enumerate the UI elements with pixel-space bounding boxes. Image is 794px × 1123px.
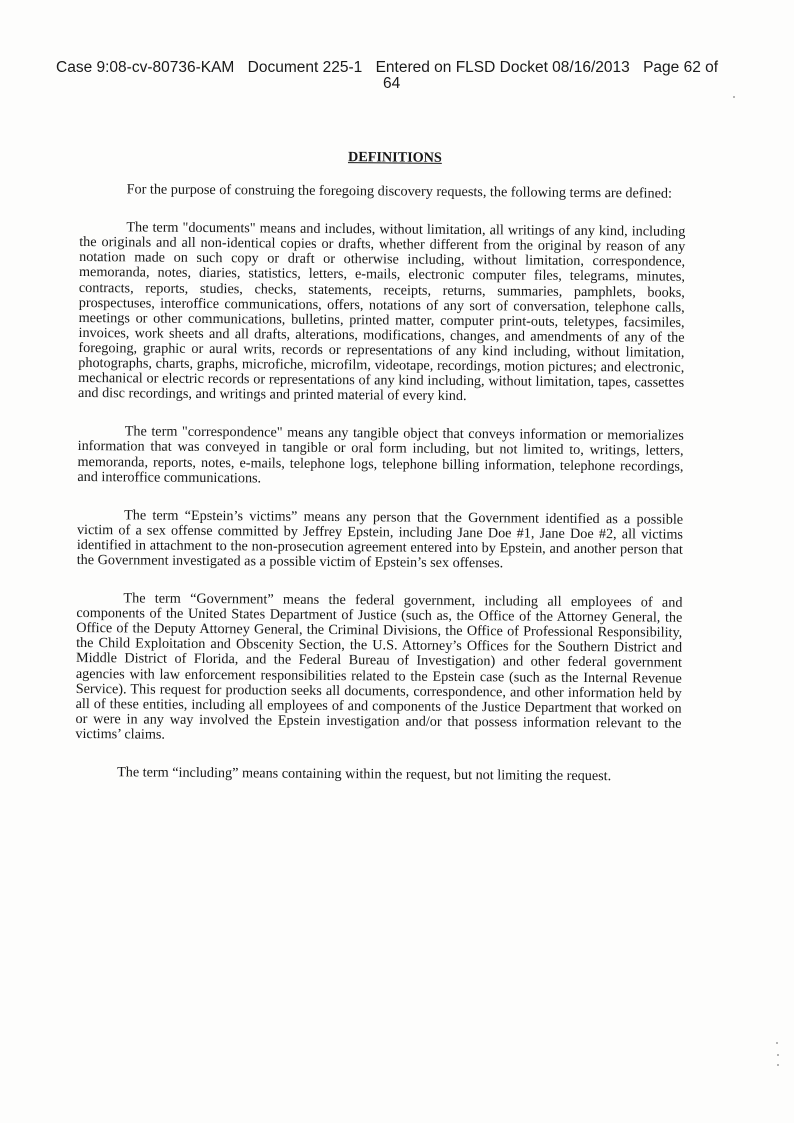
page-number: Page 62 of <box>643 59 719 76</box>
scan-speck <box>776 1042 778 1044</box>
document-number: Document 225-1 <box>247 59 363 76</box>
paragraph-victims-definition: The term “Epstein’s victims” means any person that the Government identified as a possible victim of a sex offense committed by Jeffrey Epstein, including Jane Doe #1, Jane Doe #2, all victims identified in attachment to the non-prosecution agreement entered into by Epstein, and another person that the Government investigated as a possible victim of Epstein’s sex offenses. <box>76 507 684 572</box>
page-title: DEFINITIONS <box>347 149 442 166</box>
scan-speck <box>733 96 735 98</box>
paragraph-including-definition: The term “including” means containing within the request, but not limiting the request. <box>117 764 612 785</box>
paragraph-government-definition: The term “Government” means the federal government, including all employees of and components of the United States Department of Justice (such as, the Office of the Attorney General, the Office of the Deputy Attorney General, the Criminal Divisions, the Office of Professional Responsibility, the Child Exploitation and Obscenity Section, the U.S. Attorney’s Offices for the Southern District and Middle District of Florida, and the Federal Bureau of Investigation) and other federal government agencies with law enforcement responsibilities related to the Epstein case (such as the Internal Revenue Service). This request for production seeks all documents, correspondence, and other information held by all of these entities, including all employees of and components of the Justice Department that worked on or were in any way involved the Epstein investigation and/or that possess information relevant to the victims’ claims. <box>75 590 683 743</box>
scan-speck <box>777 1054 779 1056</box>
paragraph-correspondence-definition: The term "correspondence" means any tangible object that conveys information or memorializes information that was conveyed in tangible or oral form including, but not limited to, writings, letters, memoranda, reports, notes, e-mails, telephone logs, telephone billing information, telephone recordings, and interoffice communications. <box>77 423 684 487</box>
case-number: Case 9:08-cv-80736-KAM <box>56 59 235 76</box>
scan-speck <box>777 1064 779 1066</box>
page-total: 64 <box>383 75 401 92</box>
paragraph-preamble: For the purpose of construing the foregoing discovery requests, the following terms are defined: <box>126 181 673 202</box>
paragraph-documents-definition: The term "documents" means and includes, without limitation, all writings of any kind, including the originals and all non-identical copies or drafts, whether different from the original by reason of any notation made on such copy or draft or otherwise including, without limitation, correspondence, memoranda, notes, diaries, statistics, letters, e-mails, electronic computer files, telegrams, minutes, contracts, reports, studies, checks, statements, receipts, returns, summaries, pamphlets, books, prospectuses, interoffice communications, offers, notations of any sort of conversation, telephone calls, meetings or other communications, bulletins, printed matter, computer print-outs, teletypes, facsimiles, invoices, work sheets and all drafts, alterations, modifications, changes, and amendments of any of the foregoing, graphic or aural writs, records or representations of any kind including, without limitation, photographs, charts, graphs, microfiche, microfilm, videotape, recordings, motion pictures; and electronic, mechanical or electric records or representations of any kind including, without limitation, tapes, cassettes and disc recordings, and writings and printed material of every kind. <box>78 219 686 405</box>
docket-entry-date: Entered on FLSD Docket 08/16/2013 <box>375 59 630 76</box>
document-body <box>75 148 686 808</box>
docket-header <box>56 59 746 92</box>
